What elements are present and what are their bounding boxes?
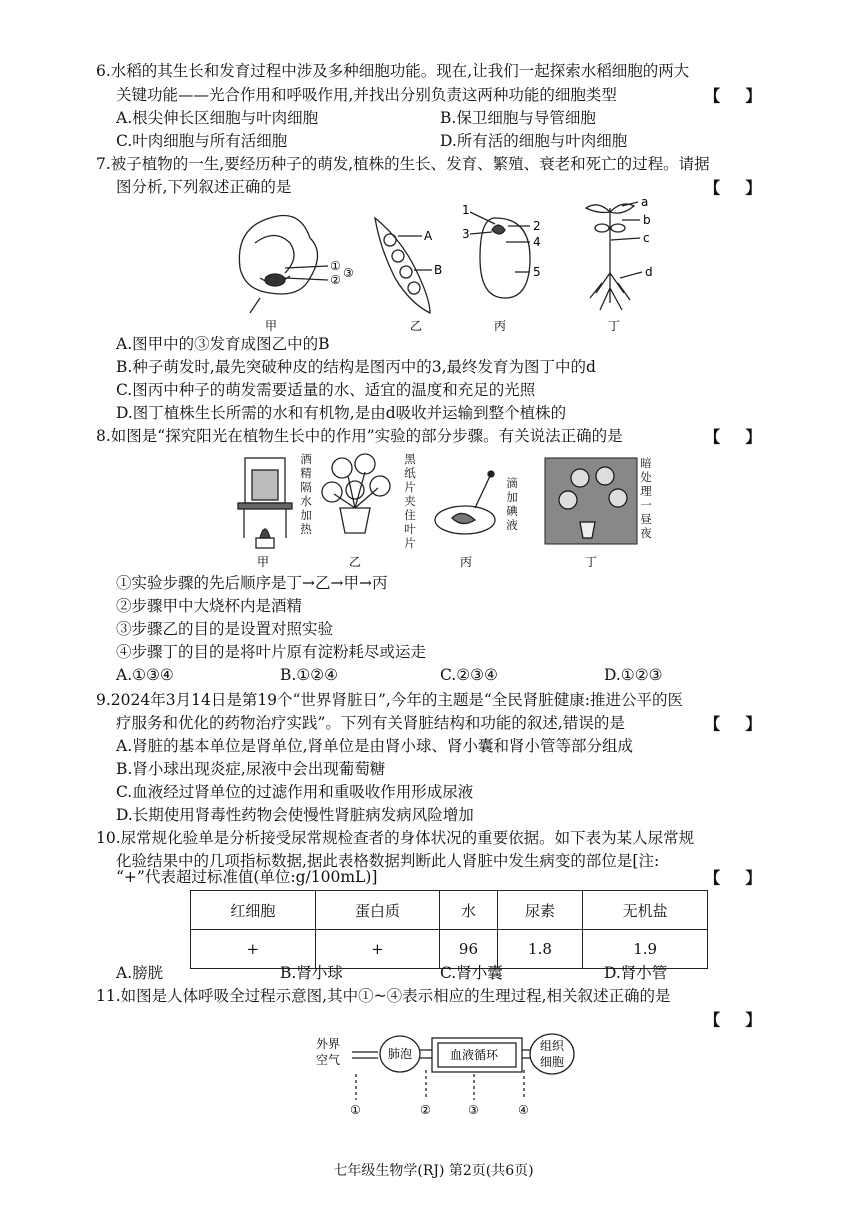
q8-statement-2: ②步骤甲中大烧杯内是酒精 (116, 597, 303, 615)
q6-answer-bracket: 【 】 (704, 86, 771, 105)
fig7-caption-yi: 乙 (410, 319, 423, 333)
q7-option-d: D.图丁植株生长所需的水和有机物,是由d吸收并运输到整个植株的 (116, 404, 567, 422)
potted-plant-with-paper (322, 454, 390, 533)
q10-stem-line3: “+”代表超过标准值(单位:g/100mL)] (116, 868, 378, 886)
q7-stem-line1: 7.被子植物的一生,要经历种子的萌发,植株的生长、发育、繁殖、衰老和死亡的过程。请据 (96, 155, 710, 173)
seedling-label-a: a (641, 198, 649, 209)
table-header-cell: 蛋白质 (315, 891, 440, 930)
fig8-ding-note: 暗 处 理 一 昼 夜 (640, 456, 652, 540)
q10-option-c: C.肾小囊 (440, 964, 503, 982)
q6-stem-line2: 关键功能——光合作用和呼吸作用,并找出分别负责这两种功能的细胞类型 (116, 86, 617, 104)
q6-option-d: D.所有活的细胞与叶肉细胞 (440, 132, 628, 150)
seedling-label-b: b (643, 213, 651, 227)
seed-label-5: 5 (533, 265, 541, 279)
q10-option-a: A.膀胱 (116, 964, 164, 982)
table-cell: 96 (440, 930, 497, 969)
q7-option-b: B.种子萌发时,最先突破种皮的结构是图丙中的3,最终发育为图丁中的d (116, 358, 596, 376)
table-header-row (191, 891, 708, 930)
table-header-cell: 尿素 (497, 891, 583, 930)
table-header-cell: 无机盐 (583, 891, 708, 930)
q10-stem-line1: 10.尿常规化验单是分析接受尿常规检查者的身体状况的重要依据。如下表为某人尿常规 (96, 829, 695, 847)
seed-label-4: 4 (533, 235, 541, 249)
q8-stem: 8.如图是“探究阳光在植物生长中的作用”实验的部分步骤。有关说法正确的是 (96, 427, 623, 445)
pod-label-a: A (424, 229, 433, 243)
q9-stem-line2: 疗服务和优化的药物治疗实践”。下列有关肾脏结构和功能的叙述,错误的是 (116, 714, 625, 732)
flower-diagram (239, 216, 328, 314)
tissue-label-1: 组织 (540, 1039, 565, 1053)
q8-answer-bracket: 【 】 (704, 427, 771, 446)
q7-option-a: A.图甲中的③发育成图乙中的B (116, 335, 330, 353)
fig8-caption-ding: 丁 (585, 555, 598, 569)
seed-label-1: 1 (462, 203, 470, 217)
q9-option-a: A.肾脏的基本单位是肾单位,肾单位是由肾小球、肾小囊和肾小管等部分组成 (116, 737, 634, 755)
q7-answer-bracket: 【 】 (704, 178, 771, 197)
fig8-bing-note: 滴 加 碘 液 (506, 476, 518, 532)
q9-option-b: B.肾小球出现炎症,尿液中会出现葡萄糖 (116, 760, 386, 778)
table-cell: + (315, 930, 440, 969)
fig8-caption-bing: 丙 (460, 555, 473, 569)
q9-answer-bracket: 【 】 (704, 714, 771, 733)
seedling-label-d: d (645, 265, 653, 279)
pod-label-b: B (434, 263, 443, 277)
q8-option-d: D.①②③ (604, 666, 663, 684)
q7-stem-line2: 图分析,下列叙述正确的是 (116, 178, 292, 196)
q10-option-d: D.肾小管 (604, 964, 668, 982)
fig8-caption-jia: 甲 (257, 555, 270, 569)
process-label-1: ① (350, 1103, 361, 1117)
outside-air-label-2: 空气 (316, 1053, 341, 1067)
q11-answer-bracket: 【 】 (704, 1010, 771, 1029)
alveoli-label: 肺泡 (388, 1047, 413, 1061)
table-cell: 1.9 (583, 930, 708, 969)
q6-option-c: C.叶肉细胞与所有活细胞 (116, 132, 288, 150)
q10-stem-line2: 化验结果中的几项指标数据,据此表格数据判断此人肾脏中发生病变的部位是[注: (116, 852, 660, 870)
fig7-caption-jia: 甲 (265, 319, 278, 333)
q8-experiment-figure (230, 448, 670, 572)
q6-option-a: A.根尖伸长区细胞与叶肉细胞 (116, 109, 319, 127)
q8-option-b: B.①②④ (280, 666, 339, 684)
process-label-2: ② (420, 1103, 431, 1117)
q9-stem-line1: 9.2024年3月14日是第19个“世界肾脏日”,今年的主题是“全民肾脏健康:推进公平的医 (96, 691, 683, 709)
flower-label-2: ② (330, 273, 341, 287)
fig7-caption-bing: 丙 (494, 319, 507, 333)
q6-option-b: B.保卫细胞与导管细胞 (440, 109, 596, 127)
petri-dish-iodine (435, 471, 495, 534)
fig8-jia-note: 酒 精 隔 水 加 热 (300, 452, 312, 536)
table-header-cell: 水 (440, 891, 497, 930)
q8-option-c: C.②③④ (440, 666, 498, 684)
table-header-cell: 红细胞 (191, 891, 316, 930)
q9-option-d: D.长期使用肾毒性药物会使慢性肾脏病发病风险增加 (116, 806, 474, 824)
water-bath-apparatus (238, 458, 292, 548)
q11-respiration-diagram (300, 1030, 600, 1118)
page-footer: 七年级生物学(RJ) 第2页(共6页) (333, 1163, 534, 1179)
q9-option-c: C.血液经过肾单位的过滤作用和重吸收作用形成尿液 (116, 783, 474, 801)
q10-option-b: B.肾小球 (280, 964, 343, 982)
fig8-caption-yi: 乙 (349, 555, 362, 569)
blood-circulation-label: 血液循环 (450, 1048, 499, 1062)
fig7-caption-ding: 丁 (608, 319, 621, 333)
q6-stem-line1: 6.水稻的其生长和发育过程中涉及多种细胞功能。现在,让我们一起探索水稻细胞的两大 (96, 62, 690, 80)
flower-label-1: ① (330, 259, 341, 273)
q8-statement-3: ③步骤乙的目的是设置对照实验 (116, 620, 334, 638)
q10-answer-bracket: 【 】 (704, 868, 771, 887)
table-cell: 1.8 (497, 930, 583, 969)
seedling-label-c: c (643, 231, 650, 245)
q8-option-a: A.①③④ (116, 666, 174, 684)
q8-statement-4: ④步骤丁的目的是将叶片原有淀粉耗尽或运走 (116, 643, 427, 661)
bean-seed-diagram (470, 212, 530, 298)
q11-stem: 11.如图是人体呼吸全过程示意图,其中①~④表示相应的生理过程,相关叙述正确的是 (96, 987, 671, 1005)
outside-air-label-1: 外界 (316, 1037, 341, 1051)
q7-plant-figure (230, 198, 670, 338)
process-label-3: ③ (468, 1103, 479, 1117)
seedling-diagram (586, 202, 642, 310)
seed-label-3: 3 (462, 227, 470, 241)
flower-label-3: ③ (343, 266, 354, 280)
urine-test-table (190, 890, 708, 969)
seed-label-2: 2 (533, 219, 541, 233)
table-cell: + (191, 930, 316, 969)
fig8-yi-note: 黑 纸 片 夹 住 叶 片 (404, 452, 416, 550)
q7-option-c: C.图丙中种子的萌发需要适量的水、适宜的温度和充足的光照 (116, 381, 536, 399)
q8-statement-1: ①实验步骤的先后顺序是丁→乙→甲→丙 (116, 574, 388, 592)
process-label-4: ④ (518, 1103, 529, 1117)
tissue-label-2: 细胞 (540, 1055, 565, 1069)
